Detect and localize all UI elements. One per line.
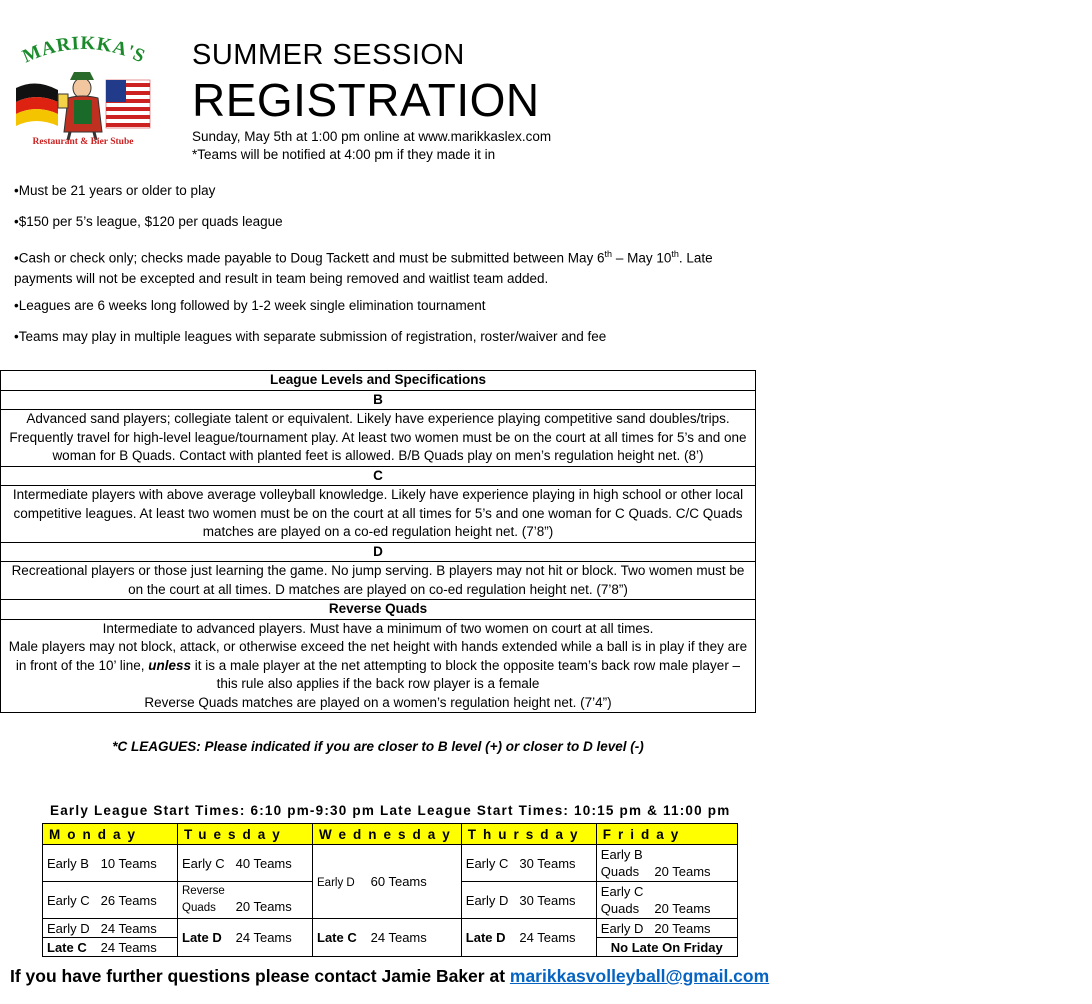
fri-no-late: No Late On Friday — [596, 938, 737, 957]
levels-title: League Levels and Specifications — [1, 371, 756, 391]
fri-slot-2: Early C Quads 20 Teams — [596, 882, 737, 919]
fri-slot-1: Early B Quads 20 Teams — [596, 845, 737, 882]
day-friday: Friday — [596, 824, 737, 845]
day-thursday: Thursday — [461, 824, 596, 845]
level-rq-head: Reverse Quads — [1, 600, 756, 620]
level-d-text: Recreational players or those just learning the game. No jump serving. B players may not hit or block. Two women must be on the court at all times. D matches are played on co-ed regulation height net. (7’8”) — [1, 562, 756, 600]
notification-note: *Teams will be notified at 4:00 pm if they made it in — [192, 147, 496, 162]
mon-slot-3: Early D 24 Teams — [43, 919, 178, 938]
session-title: SUMMER SESSION — [192, 39, 465, 71]
svg-text:MARIKKA'S — [19, 36, 148, 68]
tue-slot-3: Late D 24 Teams — [178, 919, 313, 957]
logo-text: MARIKKA'S — [19, 36, 149, 68]
level-rq-text: Intermediate to advanced players. Must have a minimum of two women on court at all times. Male players may not block, attack, or otherwise exceed the net height with hands extended while a ball is in play if they are in front of the 10’ line, unless it is a male player at the net attempting to block the opposite team’s back row male player – this rule also applies if the back row player is a female Reverse Quads matches are played on a women’s regulation height net. (7’4”) — [1, 619, 756, 713]
level-c-text: Intermediate players with above average volleyball knowledge. Likely have experience playing in high school or other local competitive leagues. At least two women must be on the court at all times for 5’s and one woman for C Quads. C/C Quads matches are played on a co-ed regulation height net. (7’8”) — [1, 486, 756, 543]
tue-slot-2: Reverse Quads 20 Teams — [178, 882, 313, 919]
fri-slot-3: Early D 20 Teams — [596, 919, 737, 938]
german-flag-icon — [16, 83, 58, 126]
day-tuesday: Tuesday — [178, 824, 313, 845]
mon-slot-4: Late C 24 Teams — [43, 938, 178, 957]
day-wednesday: Wednesday — [313, 824, 462, 845]
thu-slot-2: Early D 30 Teams — [461, 882, 596, 919]
rule-length: •Leagues are 6 weeks long followed by 1-2 week single elimination tournament — [14, 298, 486, 313]
marikkas-logo — [12, 36, 154, 148]
thu-slot-3: Late D 24 Teams — [461, 919, 596, 957]
rule-age: •Must be 21 years or older to play — [14, 183, 216, 198]
level-d-head: D — [1, 542, 756, 562]
level-b-head: B — [1, 390, 756, 410]
us-flag-icon — [106, 80, 150, 128]
wed-slot-1: Early D 60 Teams — [313, 845, 462, 919]
league-levels-table — [0, 370, 756, 713]
wed-slot-2: Late C 24 Teams — [313, 919, 462, 957]
tue-slot-1: Early C 40 Teams — [178, 845, 313, 882]
mascot-icon — [58, 72, 102, 140]
contact-line: If you have further questions please contact Jamie Baker at marikkasvolleyball@gmail.com — [10, 966, 770, 986]
registration-date: Sunday, May 5th at 1:00 pm online at www.marikkaslex.com — [192, 129, 552, 144]
rule-payment: •Cash or check only; checks made payable to Doug Tackett and must be submitted between May 6th – May 10th. Late payments will not be excepted and result in team being removed and waitlist team added. — [14, 249, 713, 286]
c-league-note: *C LEAGUES: Please indicated if you are closer to B level (+) or closer to D level (-) — [112, 739, 644, 754]
level-b-text: Advanced sand players; collegiate talent or equivalent. Likely have experience playing competitive sand doubles/trips. Frequently travel for high-level league/tournament play. At least two women must be on the court at all times for 5’s and one woman for B Quads. Contact with planted feet is allowed. B/B Quads play on men’s regulation height net. (8’) — [1, 410, 756, 467]
logo-subtitle: Restaurant & Bier Stube — [32, 137, 134, 147]
rule-fee: •$150 per 5’s league, $120 per quads league — [14, 214, 283, 229]
rule-multiple: •Teams may play in multiple leagues with separate submission of registration, roster/waiver and fee — [14, 329, 607, 344]
contact-email-link[interactable]: marikkasvolleyball@gmail.com — [509, 966, 770, 986]
mon-slot-2: Early C 26 Teams — [43, 882, 178, 919]
start-times: Early League Start Times: 6:10 pm-9:30 pm Late League Start Times: 10:15 pm & 11:00 pm — [50, 803, 731, 818]
level-c-head: C — [1, 466, 756, 486]
day-monday: Monday — [43, 824, 178, 845]
mon-slot-1: Early B 10 Teams — [43, 845, 178, 882]
page-title: REGISTRATION — [192, 74, 540, 126]
thu-slot-1: Early C 30 Teams — [461, 845, 596, 882]
schedule-table — [42, 823, 738, 957]
